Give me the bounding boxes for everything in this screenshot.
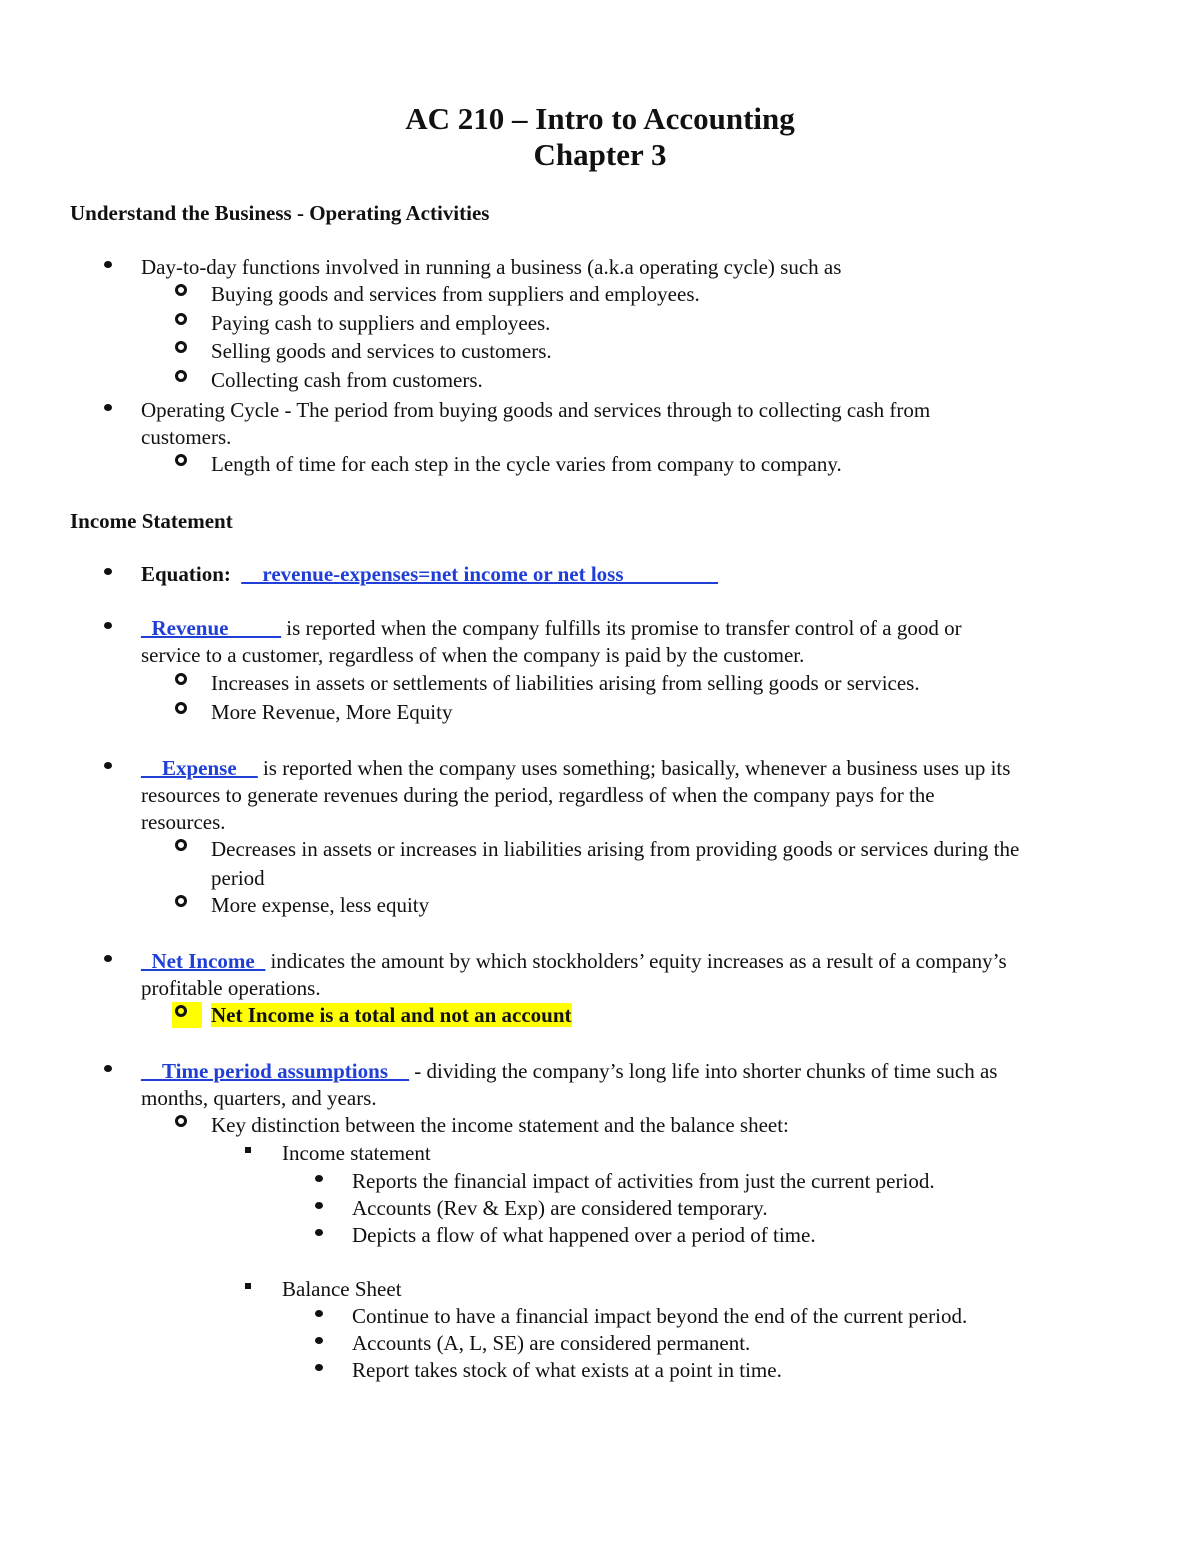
level4-item: Reports the financial impact of activities from just the current period. (352, 1169, 935, 1193)
level4-item: Depicts a flow of what happened over a period of time. (352, 1223, 816, 1247)
bullet-ring-icon (175, 367, 187, 393)
bullet-ring-icon (175, 699, 187, 725)
sub-list-item: Decreases in assets or increases in liabilities arising from providing goods or services during the (211, 837, 1020, 861)
bullet-dot-icon (315, 1330, 323, 1356)
expense-text: is reported when the company uses something; basically, whenever a business uses up its (257, 756, 1011, 780)
list-item-continuation: service to a customer, regardless of when the company is paid by the customer. (141, 643, 805, 667)
list-item-continuation: months, quarters, and years. (141, 1086, 377, 1110)
bullet-ring-icon (175, 836, 187, 862)
sub-list-item: Collecting cash from customers. (211, 368, 483, 392)
level3-item: Balance Sheet (282, 1277, 402, 1301)
bullet-dot-icon (104, 561, 112, 587)
list-item-continuation: customers. (141, 425, 232, 449)
bullet-ring-icon (175, 1002, 187, 1028)
bullet-dot-icon (104, 1058, 112, 1084)
equation-label: Equation: (141, 562, 231, 586)
bullet-dot-icon (104, 948, 112, 974)
bullet-dot-icon (104, 254, 112, 280)
equation-line (141, 561, 718, 587)
list-item-continuation: resources. (141, 810, 226, 834)
bullet-ring-icon (175, 892, 187, 918)
time-period-fill: __Time period assumptions__ (141, 1059, 409, 1083)
bullet-ring-icon (175, 338, 187, 364)
section-heading-operating-activities: Understand the Business - Operating Activities (70, 201, 490, 225)
net-income-fill: _Net Income_ (141, 949, 266, 973)
list-item: Day-to-day functions involved in running a business (a.k.a operating cycle) such as (141, 255, 842, 279)
revenue-definition (141, 615, 962, 641)
bullet-dot-icon (315, 1222, 323, 1248)
sub-list-item-continuation: period (211, 866, 265, 890)
equation-fill: __revenue-expenses=net income or net loss______ (241, 562, 687, 586)
sub-list-item: More Revenue, More Equity (211, 700, 453, 724)
equation-tail: ___ (686, 562, 719, 586)
document-subtitle: Chapter 3 (533, 137, 667, 172)
bullet-dot-icon (315, 1195, 323, 1221)
sub-list-item: Selling goods and services to customers. (211, 339, 552, 363)
highlighted-note (211, 1002, 572, 1028)
revenue-text: is reported when the company fulfills its promise to transfer control of a good or (281, 616, 962, 640)
sub-list-item: Paying cash to suppliers and employees. (211, 311, 551, 335)
bullet-ring-icon (175, 1112, 187, 1138)
expense-definition (141, 755, 1010, 781)
net-income-note: Net Income is a total and not an account (211, 1003, 572, 1027)
bullet-square-icon (245, 1276, 251, 1302)
bullet-ring-icon (175, 310, 187, 336)
list-item: Operating Cycle - The period from buying goods and services through to collecting cash from (141, 398, 931, 422)
expense-fill: __Expense__ (141, 756, 258, 780)
bullet-ring-icon (175, 451, 187, 477)
bullet-dot-icon (315, 1357, 323, 1383)
sub-list-item: Key distinction between the income statement and the balance sheet: (211, 1113, 789, 1137)
bullet-dot-icon (104, 755, 112, 781)
level4-item: Accounts (Rev & Exp) are considered temporary. (352, 1196, 768, 1220)
net-income-definition (141, 948, 1007, 974)
level4-item: Accounts (A, L, SE) are considered permanent. (352, 1331, 751, 1355)
time-period-text: - dividing the company’s long life into shorter chunks of time such as (409, 1059, 998, 1083)
bullet-square-icon (245, 1140, 251, 1166)
bullet-dot-icon (315, 1303, 323, 1329)
bullet-ring-icon (175, 670, 187, 696)
list-item-continuation: profitable operations. (141, 976, 321, 1000)
sub-list-item: More expense, less equity (211, 893, 430, 917)
bullet-ring-icon (175, 281, 187, 307)
time-period-definition (141, 1058, 997, 1084)
sub-list-item: Buying goods and services from suppliers and employees. (211, 282, 700, 306)
bullet-dot-icon (104, 397, 112, 423)
section-heading-income-statement: Income Statement (70, 509, 233, 533)
revenue-fill: _Revenue_____ (141, 616, 281, 640)
bullet-dot-icon (104, 615, 112, 641)
level4-item: Continue to have a financial impact beyond the end of the current period. (352, 1304, 968, 1328)
level4-item: Report takes stock of what exists at a point in time. (352, 1358, 782, 1382)
sub-list-item: Increases in assets or settlements of liabilities arising from selling goods or services. (211, 671, 920, 695)
list-item-continuation: resources to generate revenues during the period, regardless of when the company pays for the (141, 783, 935, 807)
level3-item: Income statement (282, 1141, 431, 1165)
document-title: AC 210 – Intro to Accounting (405, 101, 795, 136)
sub-list-item: Length of time for each step in the cycle varies from company to company. (211, 452, 842, 476)
bullet-dot-icon (315, 1168, 323, 1194)
net-income-text: indicates the amount by which stockholders’ equity increases as a result of a company’s (265, 949, 1007, 973)
